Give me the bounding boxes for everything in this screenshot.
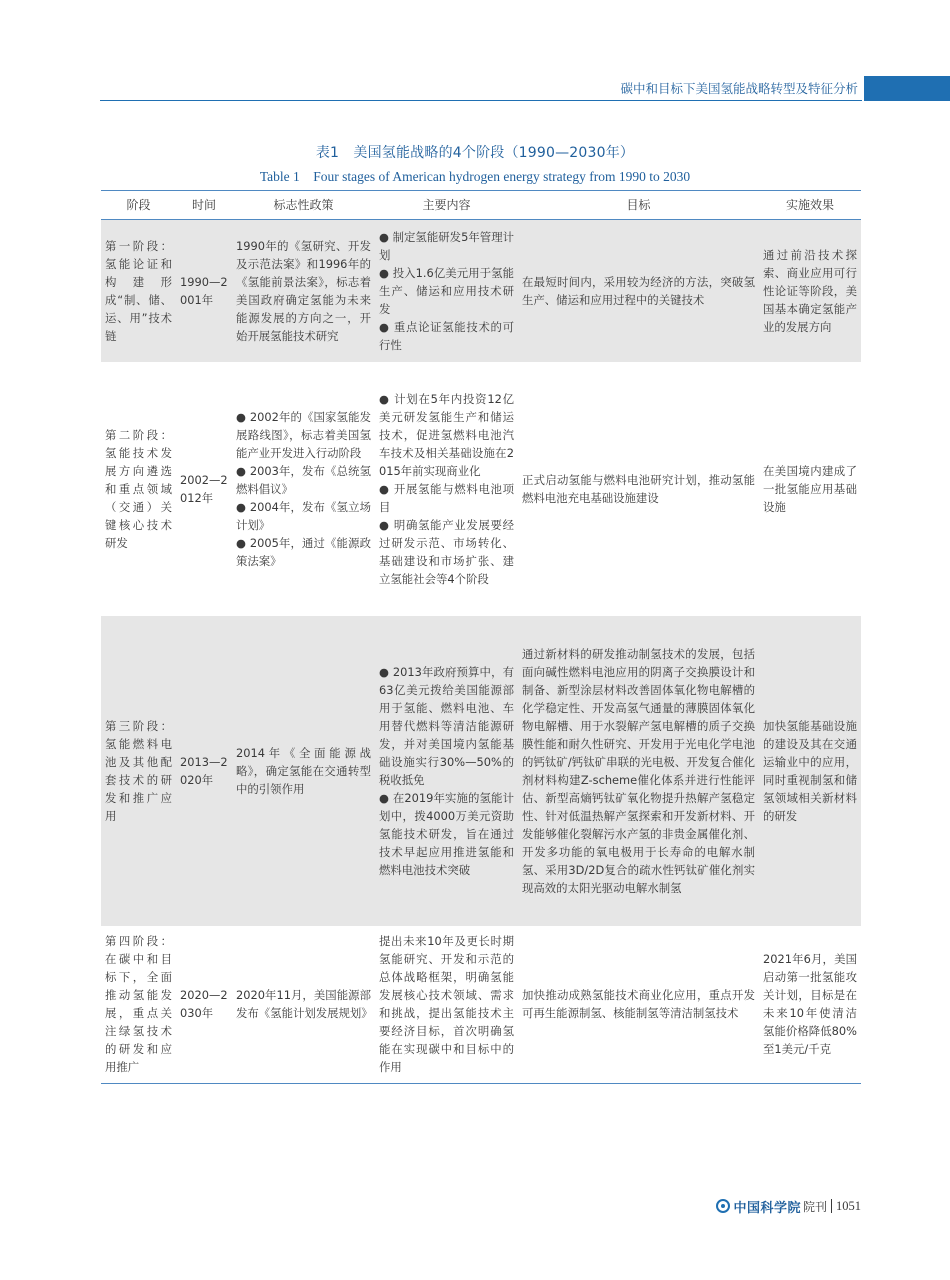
- table-header-row: [101, 191, 861, 220]
- content-cell: [375, 926, 518, 1084]
- stage-cell: 第三阶段：氢能燃料电池及其他配套技术的研发和推广应用: [101, 616, 176, 926]
- goal-cell: 加快推动成熟氢能技术商业化应用，重点开发可再生能源制氢、核能制氢等清洁制氢技术: [522, 988, 755, 1021]
- stages-table: [101, 190, 861, 1084]
- page-footer: [716, 1196, 861, 1216]
- policy-cell: [232, 220, 375, 362]
- policy-item: ● 2002年的《国家氢能发展路线图》，标志着美国氢能产业开发进入行动阶段: [236, 409, 371, 460]
- policy-item: ● 2004年，发布《氢立场计划》: [236, 499, 371, 532]
- goal-cell: 在最短时间内，采用较为经济的方法，突破氢生产、储运和应用过程中的关键技术: [518, 220, 759, 362]
- time-cell: 1990—2001年: [176, 220, 232, 362]
- time-cell: 2013—2020年: [176, 616, 232, 926]
- header-effect: 实施效果: [759, 191, 861, 220]
- footer-separator: [831, 1199, 832, 1213]
- table-row-stage-1: [101, 220, 861, 362]
- header-stage: 阶段: [101, 191, 176, 220]
- effect-cell: 在美国境内建成了一批氢能应用基础设施: [763, 463, 857, 514]
- effect-cell: 通过前沿技术探索、商业应用可行性论证等阶段，美国基本确定氢能产业的发展方向: [759, 220, 861, 362]
- time-cell: 2020—2030年: [180, 988, 228, 1021]
- content-item: ● 投入1.6亿美元用于氢能生产、储运和应用技术研发: [379, 265, 514, 316]
- running-head: [0, 76, 950, 102]
- content-item: ● 制定氢能研发5年管理计划: [379, 229, 514, 262]
- content-item: 提出未来10年及更长时期氢能研究、开发和示范的总体战略框架，明确氢能发展核心技术领域、需求和挑战，提出氢能技术主要经济目标，首次明确氢能在实现碳中和目标中的作用: [379, 934, 514, 1075]
- effect-cell: 2021年6月，美国启动第一批氢能攻关计划，目标是在未来10年使清洁氢能价格降低80%至1美元/千克: [763, 952, 857, 1057]
- policy-cell: [232, 616, 375, 926]
- effect-cell: 加快氢能基础设施的建设及其在交通运输业中的应用，同时重视制氢和储氢领域相关新材料的研发: [759, 616, 861, 926]
- header-goal: 目标: [518, 191, 759, 220]
- running-head-title: 碳中和目标下美国氢能战略转型及特征分析: [620, 81, 858, 96]
- policy-cell: [232, 926, 375, 1084]
- goal-cell: 通过新材料的研发推动制氢技术的发展，包括面向碱性燃料电池应用的阴离子交换膜设计和制备、新型涂层材料改善固体氧化物电解槽的化学稳定性、开发高氢气通量的薄膜固体氧化物电解槽、用于水裂解产氢电解槽的质子交换膜性能和耐久性研究、开发用于光电化学电池的钙钛矿/钙钛矿串联的光电极、开发复合催化剂材料构建Z-scheme催化体系并进行性能评估、新型高熵钙钛矿氧化物提升热解产氢稳定性、针对低温热解产氢探索和开发新材料、开发能够催化裂解污水产氢的非贵金属催化剂、开发多功能的氧电极用于长寿命的电解水制氢、采用3D/2D复合的疏水性钙钛矿催化剂实现高效的太阳光驱动电解水制氢: [518, 616, 759, 926]
- table-row-stage-4: [101, 926, 861, 1084]
- goal-cell: 正式启动氢能与燃料电池研究计划，推动氢能燃料电池充电基础设施建设: [522, 472, 755, 505]
- policy-item: 1990年的《氢研究、开发及示范法案》和1996年的《氢能前景法案》，标志着美国政府确定氢能为未来能源发展的方向之一，开始开展氢能技术研究: [236, 238, 371, 343]
- page-number: 1051: [836, 1198, 861, 1213]
- stage-cell: 第二阶段：氢能技术发展方向遴选和重点领域（交通）关键核心技术研发: [105, 427, 172, 550]
- content-item: ● 开展氢能与燃料电池项目: [379, 481, 514, 514]
- policy-item: ● 2005年，通过《能源政策法案》: [236, 535, 371, 568]
- header-content: 主要内容: [375, 191, 518, 220]
- table-caption-cn: 表1 美国氢能战略的4个阶段（1990—2030年）: [315, 145, 635, 161]
- content-cell: [375, 616, 518, 926]
- policy-cell: [232, 362, 375, 616]
- content-cell: [375, 362, 518, 616]
- header-policy: 标志性政策: [232, 191, 375, 220]
- table-row-stage-2: [101, 362, 861, 616]
- header-time: 时间: [176, 191, 232, 220]
- time-cell: 2002—2012年: [180, 472, 228, 505]
- cas-logo-icon: [716, 1199, 730, 1213]
- footer-brand: 中国科学院: [733, 1200, 801, 1216]
- stage-cell: 第四阶段：在碳中和目标下，全面推动氢能发展，重点关注绿氢技术的研发和应用推广: [105, 934, 172, 1075]
- header-accent-block: [864, 76, 950, 101]
- content-item: ● 明确氢能产业发展要经过研发示范、市场转化、基础建设和市场扩张、建立氢能社会等4个阶段: [379, 517, 514, 586]
- policy-item: 2020年11月，美国能源部发布《氢能计划发展规划》: [236, 988, 373, 1021]
- table-caption-en: Table 1 Four stages of American hydrogen energy strategy from 1990 to 2030: [259, 169, 691, 184]
- policy-item: 2014年《全面能源战略》，确定氢能在交通转型中的引领作用: [236, 745, 371, 796]
- table-row-stage-3: [101, 616, 861, 926]
- content-item: ● 在2019年实施的氢能计划中，拨4000万美元资助氢能技术研发，旨在通过技术早起应用推进氢能和燃料电池技术突破: [379, 790, 514, 877]
- header-rule: [100, 100, 862, 101]
- content-item: ● 2013年政府预算中，有63亿美元拨给美国能源部用于氢能、燃料电池、车用替代燃料等清洁能源研发，并对美国境内氢能基础设施实行30%—50%的税收抵免: [379, 664, 514, 787]
- footer-journal: 院刊: [802, 1199, 827, 1214]
- content-item: ● 计划在5年内投资12亿美元研发氢能生产和储运技术，促进氢燃料电池汽车技术及相关基础设施在2015年前实现商业化: [379, 391, 514, 478]
- content-item: ● 重点论证氢能技术的可行性: [379, 319, 514, 352]
- content-cell: [375, 220, 518, 362]
- stage-cell: 第一阶段：氢能论证和构建形成“制、储、运、用”技术链: [101, 220, 176, 362]
- policy-item: ● 2003年，发布《总统氢燃料倡议》: [236, 463, 371, 496]
